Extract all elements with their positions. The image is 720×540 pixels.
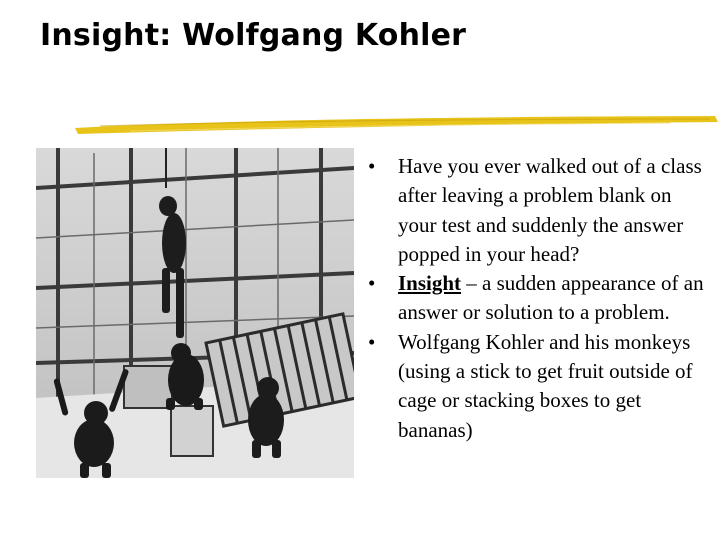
bullet-list bbox=[364, 152, 704, 445]
chimpanzees-stacking-boxes-photo bbox=[36, 148, 354, 478]
bullet-text: Have you ever walked out of a class after leaving a problem blank on your test and suddenly the answer popped in your head? bbox=[398, 154, 702, 266]
title-underline-brush-stroke bbox=[70, 112, 720, 142]
bullet-item bbox=[364, 269, 704, 328]
bullet-term: Insight bbox=[398, 271, 462, 296]
bullet-text: – a sudden appearance of an answer or solution to a problem. bbox=[398, 271, 704, 325]
bullet-item bbox=[364, 152, 704, 269]
bullet-text: Wolfgang Kohler and his monkeys (using a stick to get fruit outside of cage or stacking boxes to get bananas) bbox=[398, 329, 693, 442]
slide-title: Insight: Wolfgang Kohler bbox=[40, 18, 467, 53]
bullet-item bbox=[364, 328, 704, 445]
